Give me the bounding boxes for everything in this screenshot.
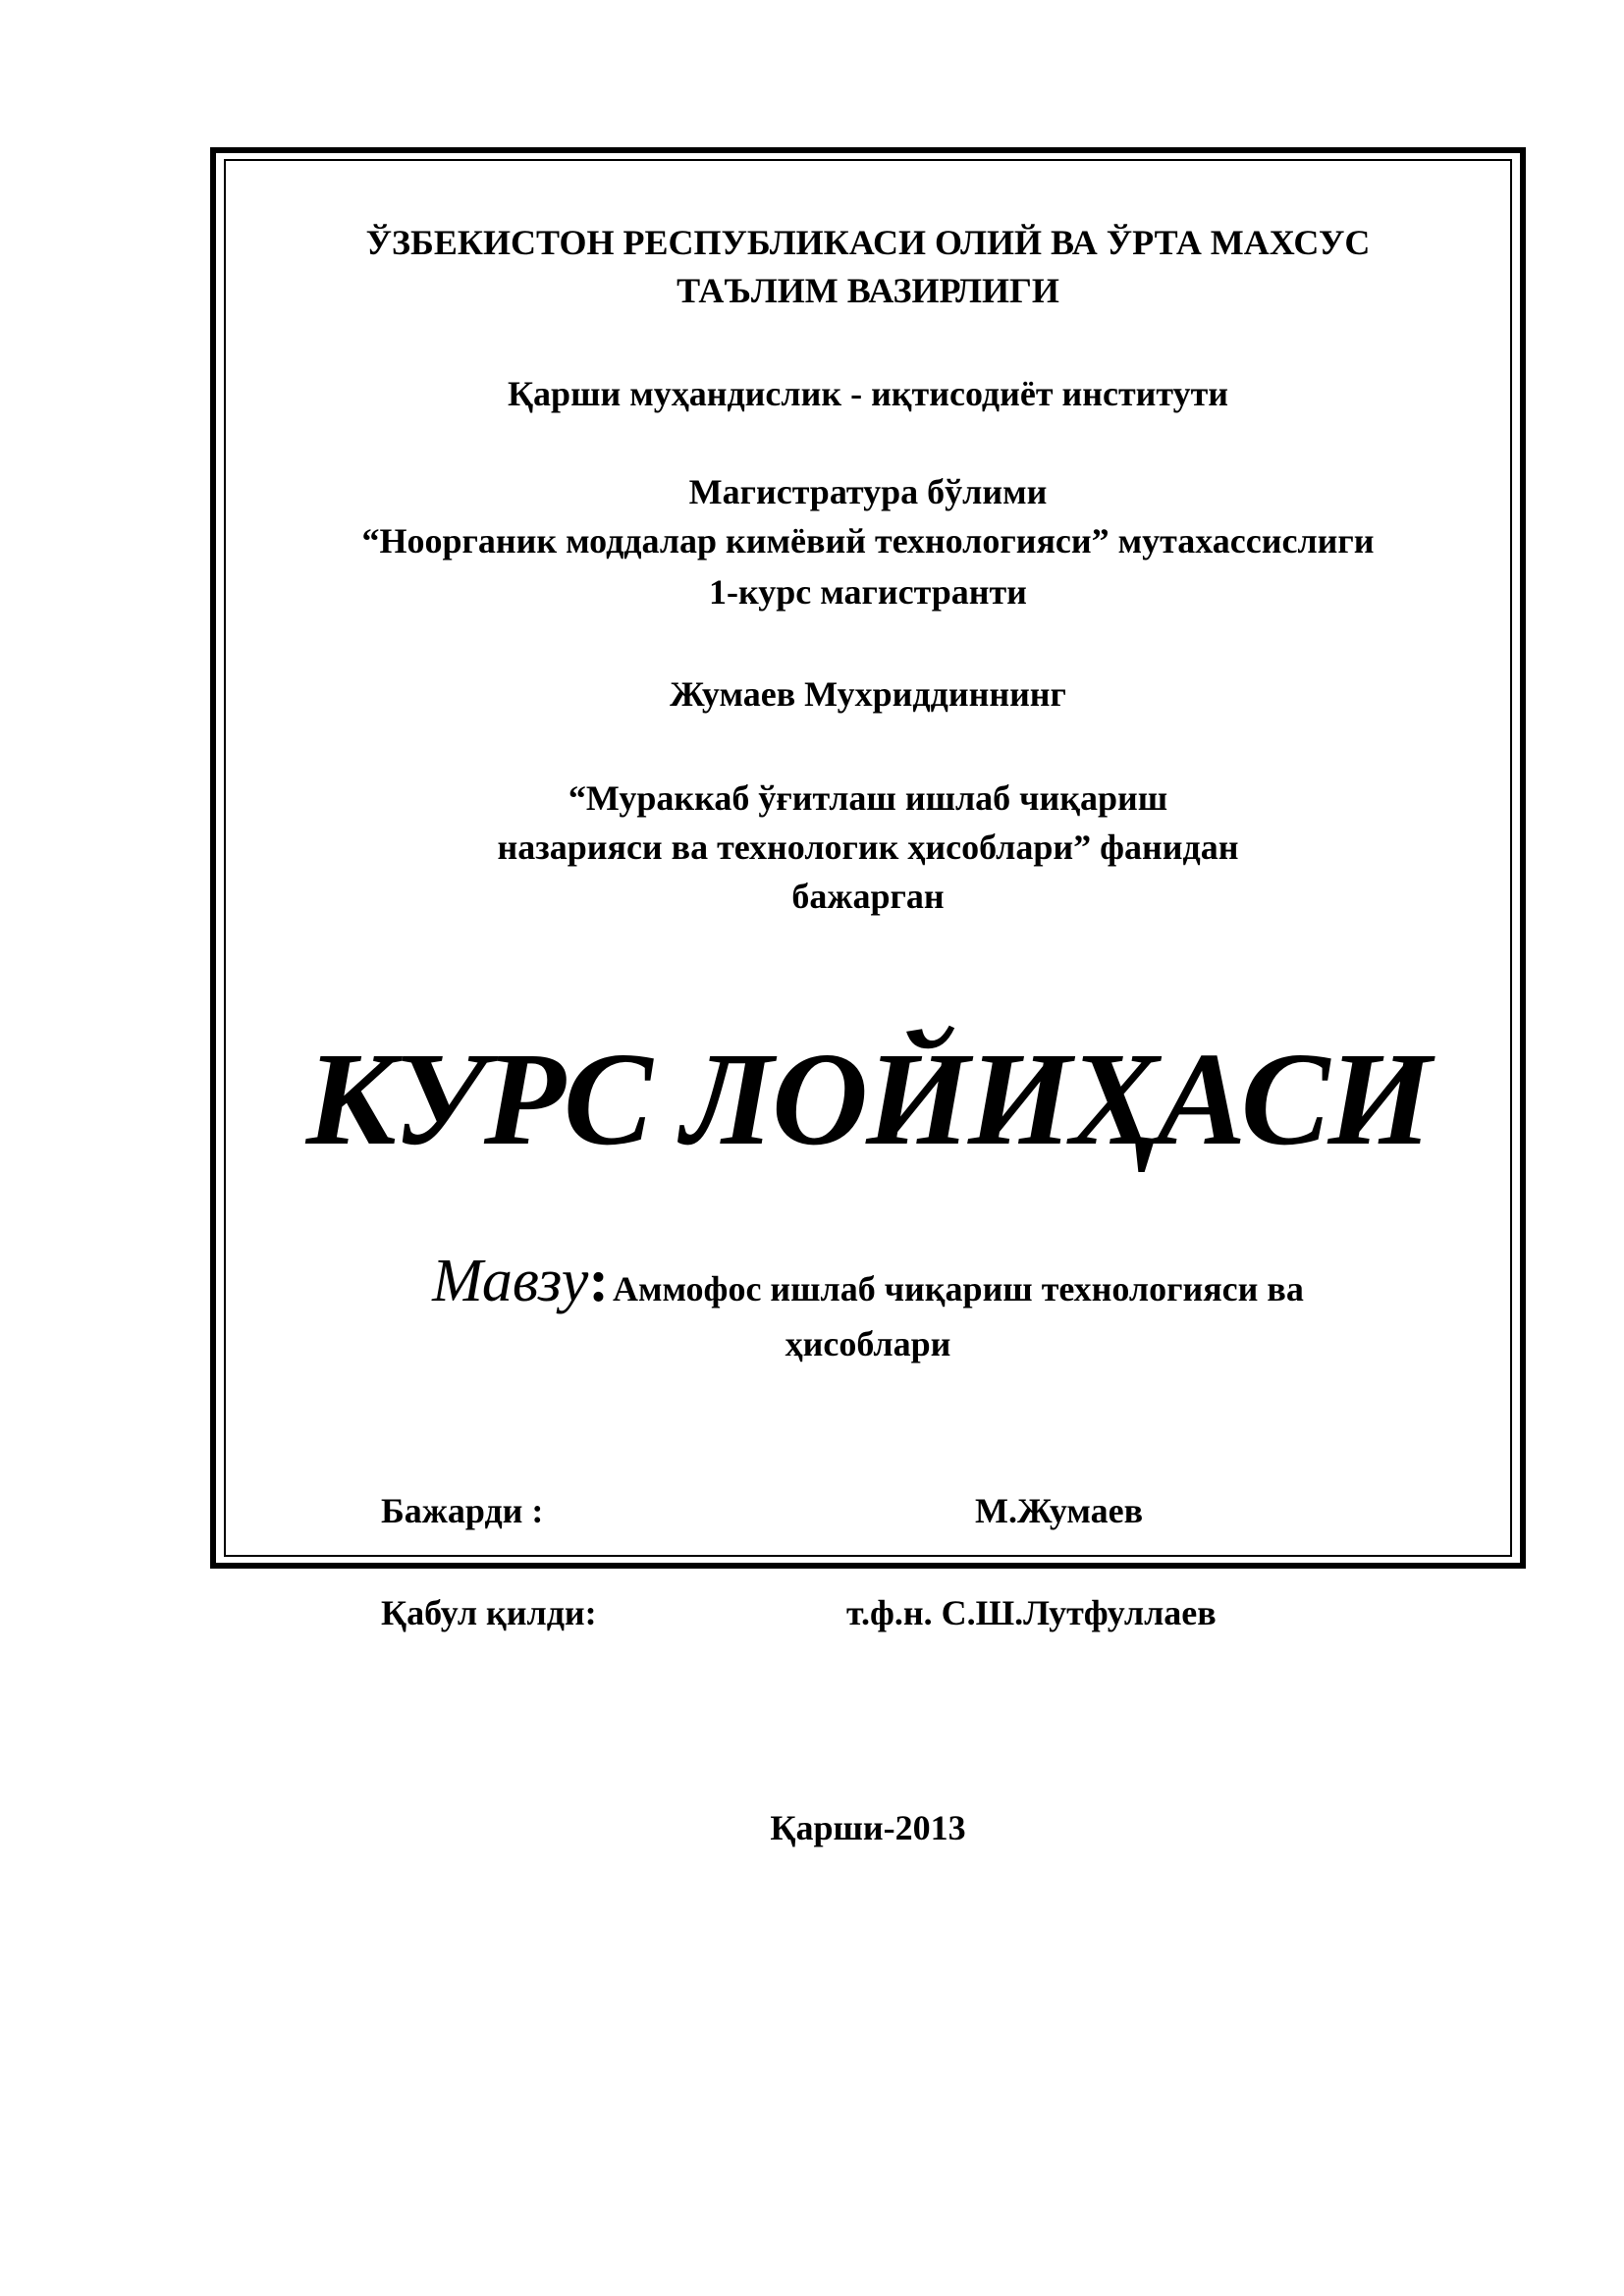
city-year: Қарши-2013 bbox=[770, 1808, 966, 1847]
subject-line-1: “Мураккаб ўғитлаш ишлаб чиқариш bbox=[568, 778, 1168, 818]
course-year: 1-курс магистранти bbox=[709, 572, 1027, 612]
document-title: КУРС ЛОЙИҲАСИ bbox=[305, 1026, 1431, 1173]
topic-text-line-1: Аммофос ишлаб чиқариш технологияси ва bbox=[612, 1269, 1304, 1308]
accepted-label: Қабул қилди: bbox=[381, 1593, 597, 1632]
topic-colon: : bbox=[588, 1248, 609, 1314]
accepted-value: т.ф.н. С.Ш.Лутфуллаев bbox=[846, 1593, 1217, 1632]
topic-row bbox=[226, 1247, 1510, 1316]
performed-value: М.Жумаев bbox=[975, 1491, 1144, 1530]
specialty-name: “Ноорганик моддалар кимёвий технологияси” мутахассислиги bbox=[361, 521, 1375, 561]
ministry-line-2: ТАЪЛИМ ВАЗИРЛИГИ bbox=[677, 271, 1059, 310]
subject-line-2: назарияси ва технологик ҳисоблари” фанидан bbox=[497, 828, 1239, 867]
topic-text-line-2: ҳисоблари bbox=[785, 1324, 951, 1363]
topic-label: Мавзу bbox=[432, 1248, 589, 1314]
department-name: Магистратура бўлими bbox=[688, 472, 1048, 511]
institute-name: Қарши муҳандислик - иқтисодиёт институти bbox=[507, 374, 1229, 413]
ministry-line-1: ЎЗБЕКИСТОН РЕСПУБЛИКАСИ ОЛИЙ ВА ЎРТА МАХСУС bbox=[365, 223, 1371, 262]
subject-line-3: бажарган bbox=[791, 877, 945, 916]
performed-label: Бажарди : bbox=[381, 1491, 544, 1530]
student-name: Жумаев Мухриддиннинг bbox=[670, 674, 1066, 714]
